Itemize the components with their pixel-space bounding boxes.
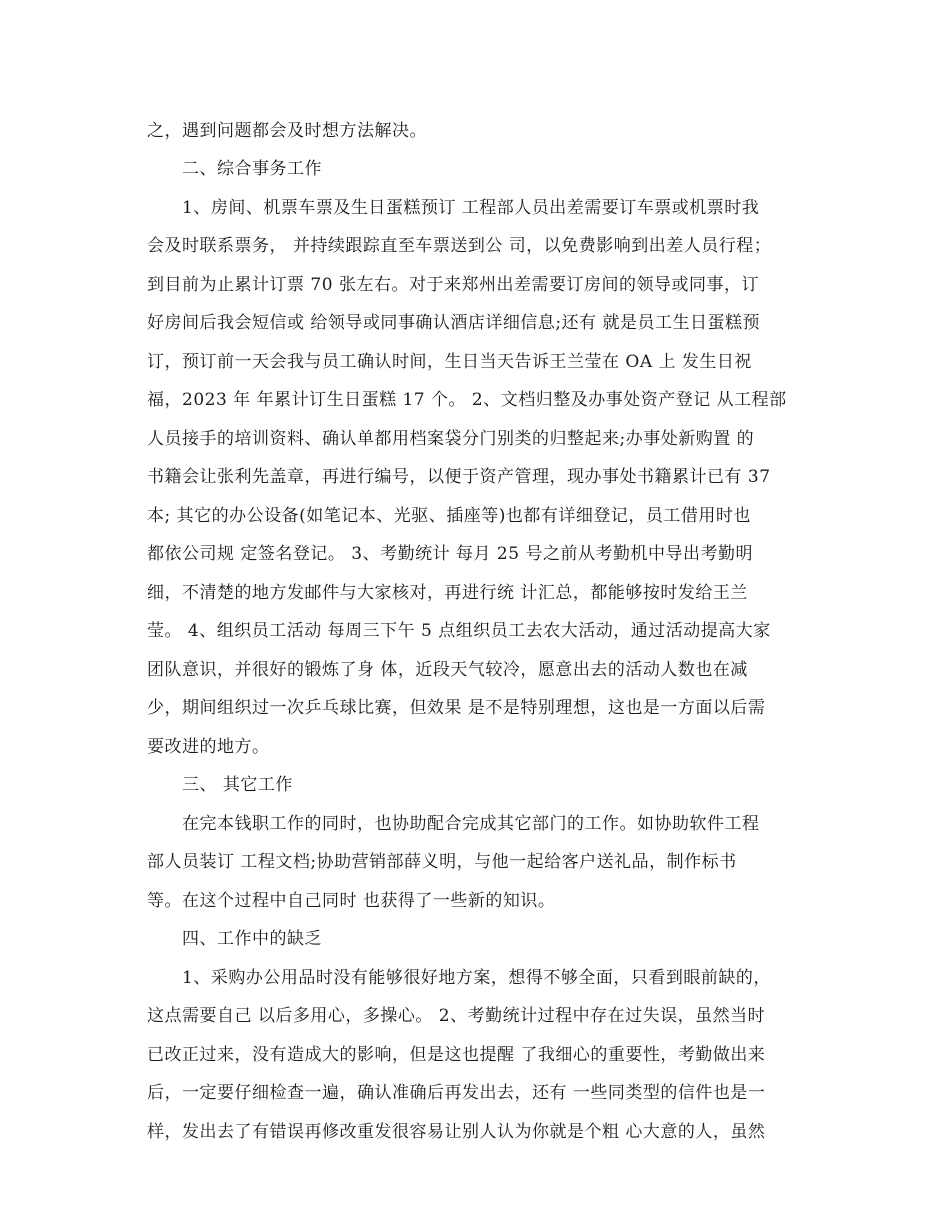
text-line-5: 到目前为止累计订票 70 张左右。对于来郑州出差需要订房间的领导或同事，订 bbox=[147, 275, 759, 295]
text-line-8: 福，2023 年 年累计订生日蛋糕 17 个。 2、文档归整及办事处资产登记 从工程部 bbox=[147, 390, 787, 410]
text-line-10: 书籍会让张利先盖章，再进行编号，以便于资产管理，现办事处书籍累计已有 37 bbox=[147, 467, 771, 487]
text-line-4: 会及时联系票务， 并持续跟踪直至车票送到公 司，以免费影响到出差人员行程； bbox=[147, 236, 772, 256]
text-line-7: 订，预订前一天会我与员工确认时间，生日当天告诉王兰莹在 OA 上 发生日祝 bbox=[147, 352, 752, 372]
text-line-19: 在完本钱职工作的同时，也协助配合完成其它部门的工作。如协助软件工程 bbox=[182, 814, 760, 834]
text-line-3: 1、房间、机票车票及生日蛋糕预订 工程部人员出差需要订车票或机票时我 bbox=[182, 198, 760, 218]
text-line-16: 少，期间组织过一次乒乓球比赛，但效果 是不是特别理想，这也是一方面以后需 bbox=[147, 698, 766, 718]
text-line-14: 莹。 4、组织员工活动 每周三下午 5 点组织员工去农大活动，通过活动提高大家 bbox=[147, 621, 771, 641]
text-line-11: 本; 其它的办公设备(如笔记本、光驱、插座等)也都有详细登记，员工借用时也 bbox=[147, 506, 751, 526]
text-line-25: 已改正过来，没有造成大的影响，但是这也提醒 了我细心的重要性，考勤做出来 bbox=[147, 1045, 766, 1065]
text-line-12: 都依公司规 定签名登记。 3、考勤统计 每月 25 号之前从考勤机中导出考勤明 bbox=[147, 544, 753, 564]
text-line-17: 要改进的地方。 bbox=[147, 737, 270, 757]
text-line-21: 等。在这个过程中自己同时 也获得了一些新的知识。 bbox=[147, 891, 556, 911]
text-line-13: 细，不清楚的地方发邮件与大家核对，再进行统 计汇总，都能够按时发给王兰 bbox=[147, 583, 748, 603]
text-line-6: 好房间后我会短信或 给领导或同事确认酒店详细信息;还有 就是员工生日蛋糕预 bbox=[147, 313, 761, 333]
section-heading-2: 二、综合事务工作 bbox=[182, 159, 322, 179]
text-line-1: 之，遇到问题都会及时想方法解决。 bbox=[147, 121, 427, 141]
text-line-24: 这点需要自己 以后多用心，多操心。 2、考勤统计过程中存在过失误，虽然当时 bbox=[147, 1006, 766, 1026]
text-line-20: 部人员装订 工程文档;协助营销部薛义明，与他一起给客户送礼品，制作标书 bbox=[147, 852, 737, 872]
section-heading-4: 四、工作中的缺乏 bbox=[182, 929, 322, 949]
text-line-15: 团队意识，并很好的锻炼了身 体，近段天气较冷，愿意出去的活动人数也在减 bbox=[147, 660, 748, 680]
text-line-27: 样，发出去了有错误再修改重发很容易让别人认为你就是个粗 心大意的人，虽然 bbox=[147, 1122, 766, 1142]
text-line-23: 1、采购办公用品时没有能够很好地方案，想得不够全面，只看到眼前缺的， bbox=[182, 968, 771, 988]
text-line-26: 后，一定要仔细检查一遍，确认准确后再发出去，还有 一些同类型的信件也是一 bbox=[147, 1083, 766, 1103]
section-heading-3: 三、 其它工作 bbox=[182, 775, 293, 795]
text-line-9: 人员接手的培训资料、确认单都用档案袋分门别类的归整起来;办事处新购置 的 bbox=[147, 429, 755, 449]
